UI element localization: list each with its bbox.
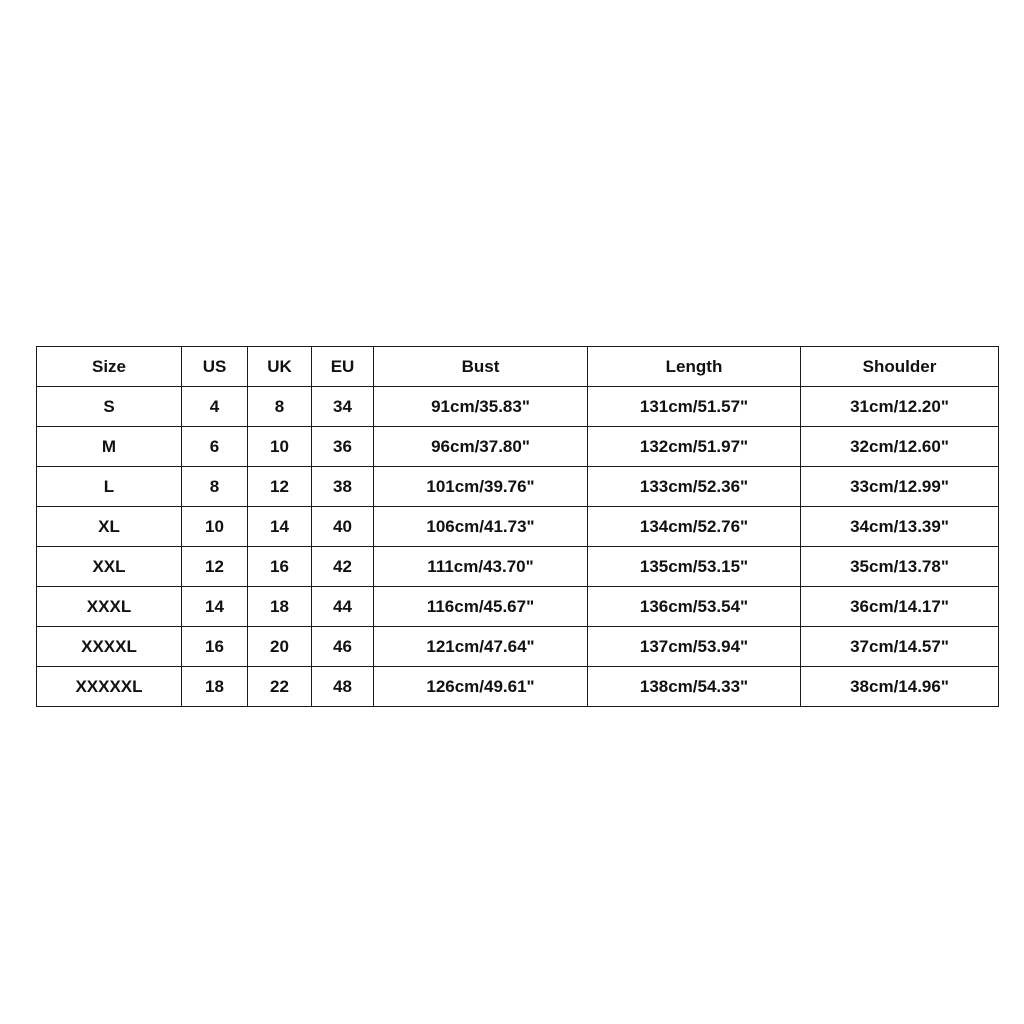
cell-size: XL [37, 507, 182, 547]
cell-bust: 121cm/47.64" [374, 627, 588, 667]
cell-eu: 46 [312, 627, 374, 667]
cell-uk: 12 [248, 467, 312, 507]
cell-bust: 101cm/39.76" [374, 467, 588, 507]
cell-shoulder: 31cm/12.20" [801, 387, 999, 427]
cell-length: 134cm/52.76" [588, 507, 801, 547]
cell-length: 138cm/54.33" [588, 667, 801, 707]
table-row [37, 427, 999, 467]
cell-size: M [37, 427, 182, 467]
table-body [37, 387, 999, 707]
table-row [37, 627, 999, 667]
cell-shoulder: 38cm/14.96" [801, 667, 999, 707]
cell-us: 6 [182, 427, 248, 467]
cell-eu: 34 [312, 387, 374, 427]
cell-us: 10 [182, 507, 248, 547]
header-uk: UK [248, 347, 312, 387]
header-eu: EU [312, 347, 374, 387]
cell-bust: 96cm/37.80" [374, 427, 588, 467]
size-chart-table [36, 346, 999, 707]
cell-size: XXXXXL [37, 667, 182, 707]
cell-uk: 14 [248, 507, 312, 547]
cell-length: 135cm/53.15" [588, 547, 801, 587]
cell-size: XXXL [37, 587, 182, 627]
cell-shoulder: 36cm/14.17" [801, 587, 999, 627]
cell-shoulder: 32cm/12.60" [801, 427, 999, 467]
cell-size: XXXXL [37, 627, 182, 667]
header-bust: Bust [374, 347, 588, 387]
cell-us: 8 [182, 467, 248, 507]
header-shoulder: Shoulder [801, 347, 999, 387]
cell-eu: 40 [312, 507, 374, 547]
table-header [37, 347, 999, 387]
cell-bust: 91cm/35.83" [374, 387, 588, 427]
cell-uk: 10 [248, 427, 312, 467]
cell-length: 131cm/51.57" [588, 387, 801, 427]
header-row [37, 347, 999, 387]
cell-us: 4 [182, 387, 248, 427]
table-row [37, 667, 999, 707]
cell-uk: 8 [248, 387, 312, 427]
cell-us: 18 [182, 667, 248, 707]
table-row [37, 507, 999, 547]
cell-size: L [37, 467, 182, 507]
cell-eu: 36 [312, 427, 374, 467]
header-size: Size [37, 347, 182, 387]
cell-length: 136cm/53.54" [588, 587, 801, 627]
cell-shoulder: 33cm/12.99" [801, 467, 999, 507]
cell-eu: 42 [312, 547, 374, 587]
table-row [37, 387, 999, 427]
table-row [37, 467, 999, 507]
header-us: US [182, 347, 248, 387]
cell-eu: 38 [312, 467, 374, 507]
cell-uk: 18 [248, 587, 312, 627]
cell-us: 12 [182, 547, 248, 587]
cell-eu: 44 [312, 587, 374, 627]
cell-us: 14 [182, 587, 248, 627]
cell-bust: 106cm/41.73" [374, 507, 588, 547]
cell-bust: 111cm/43.70" [374, 547, 588, 587]
cell-shoulder: 34cm/13.39" [801, 507, 999, 547]
cell-eu: 48 [312, 667, 374, 707]
cell-size: XXL [37, 547, 182, 587]
cell-shoulder: 37cm/14.57" [801, 627, 999, 667]
cell-length: 132cm/51.97" [588, 427, 801, 467]
table-row [37, 547, 999, 587]
cell-bust: 126cm/49.61" [374, 667, 588, 707]
cell-uk: 16 [248, 547, 312, 587]
cell-bust: 116cm/45.67" [374, 587, 588, 627]
cell-length: 137cm/53.94" [588, 627, 801, 667]
cell-uk: 22 [248, 667, 312, 707]
table-row [37, 587, 999, 627]
cell-length: 133cm/52.36" [588, 467, 801, 507]
header-length: Length [588, 347, 801, 387]
cell-us: 16 [182, 627, 248, 667]
cell-shoulder: 35cm/13.78" [801, 547, 999, 587]
cell-size: S [37, 387, 182, 427]
cell-uk: 20 [248, 627, 312, 667]
